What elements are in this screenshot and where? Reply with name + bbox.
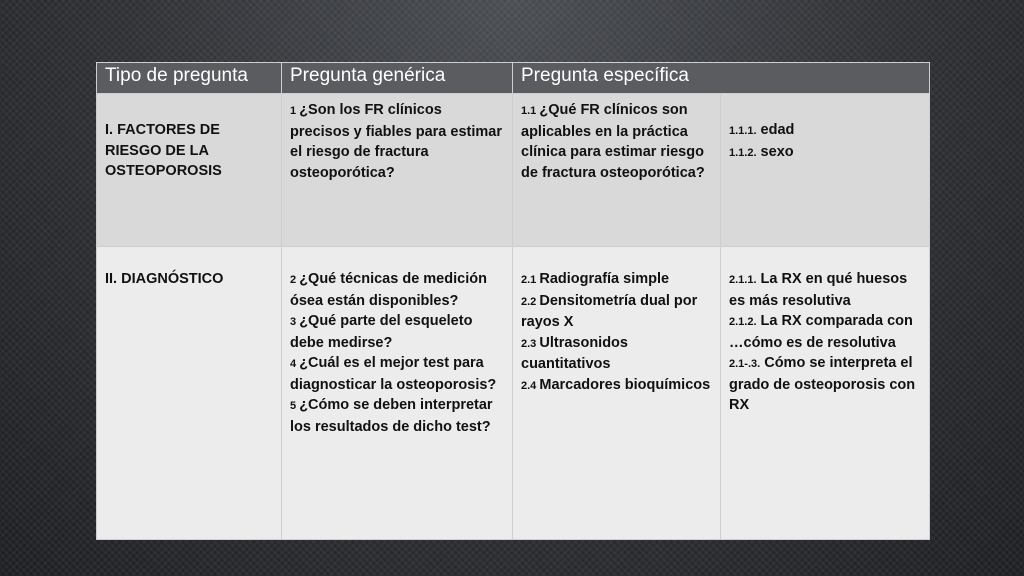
list-item: [729, 120, 921, 142]
row1-type-cell: I. FACTORES DE RIESGO DE LA OSTEOPOROSIS: [97, 94, 282, 247]
item-number: 1.1.1.: [729, 125, 757, 137]
item-number: 4: [290, 358, 300, 370]
list-item: [521, 100, 712, 183]
item-text: ¿Son los FR clínicos precisos y fiables para estimar el riesgo de fractura osteoporótica?: [290, 102, 502, 181]
row1-detail-cell: [721, 94, 930, 247]
item-text: edad: [756, 122, 795, 138]
list-item: [290, 311, 504, 353]
row2-type-cell: II. DIAGNÓSTICO: [97, 247, 282, 540]
item-text: ¿Qué técnicas de medición ósea están disponibles?: [290, 271, 487, 309]
list-item: [290, 395, 504, 437]
item-number: 1.1.2.: [729, 146, 757, 159]
header-row: [97, 63, 930, 94]
item-text: Ultrasonidos cuantitativos: [521, 334, 628, 372]
item-text: ¿Cómo se deben interpretar los resultados de dicho test?: [290, 397, 493, 435]
item-number: 3: [290, 316, 300, 328]
list-item: [521, 375, 712, 397]
list-item: [521, 333, 712, 375]
list-item: [521, 291, 712, 333]
item-text: Cómo se interpreta el grado de osteoporosis con RX: [729, 355, 916, 413]
row1-specific-cell: [513, 94, 721, 247]
item-text: La RX en qué huesos es más resolutiva: [729, 271, 908, 309]
item-text: ¿Cuál es el mejor test para diagnosticar la osteoporosis?: [290, 355, 497, 393]
item-text: ¿Qué parte del esqueleto debe medirse?: [290, 313, 473, 351]
item-number: 1: [290, 105, 300, 117]
list-item: [729, 311, 921, 353]
item-number: 2.1.1.: [729, 274, 757, 286]
table-row: [97, 94, 930, 247]
item-number: 5: [290, 400, 300, 412]
item-text: sexo: [756, 143, 794, 160]
item-text: Marcadores bioquímicos: [539, 376, 711, 393]
row2-detail-cell: [721, 247, 930, 540]
list-item: [729, 353, 921, 416]
list-item: [290, 100, 504, 183]
list-item: [729, 142, 921, 164]
item-number: 2.1-.3.: [729, 358, 761, 370]
item-number: 2.1.2.: [729, 316, 757, 328]
item-text: Radiografía simple: [539, 271, 670, 287]
question-table: [96, 62, 930, 540]
header-generica: Pregunta genérica: [282, 63, 513, 94]
row1-generic-cell: [282, 94, 513, 247]
item-number: 2.3: [521, 337, 540, 350]
item-text: ¿Qué FR clínicos son aplicables en la práctica clínica para estimar riesgo de fractura osteoporótica?: [521, 102, 705, 181]
item-number: 2.1: [521, 274, 540, 286]
list-item: [290, 353, 504, 395]
header-tipo: Tipo de pregunta: [97, 63, 282, 94]
item-number: 1.1: [521, 105, 540, 117]
table-row: [97, 247, 930, 540]
header-especifica: Pregunta específica: [513, 63, 930, 94]
item-text: La RX comparada con …cómo es de resolutiva: [729, 313, 913, 351]
list-item: [521, 269, 712, 291]
row2-generic-cell: [282, 247, 513, 540]
list-item: [729, 269, 921, 311]
list-item: [290, 269, 504, 311]
item-text: Densitometría dual por rayos X: [521, 292, 698, 330]
item-number: 2.2: [521, 295, 540, 308]
item-number: 2.4: [521, 379, 540, 392]
row2-specific-cell: [513, 247, 721, 540]
item-number: 2: [290, 274, 300, 286]
